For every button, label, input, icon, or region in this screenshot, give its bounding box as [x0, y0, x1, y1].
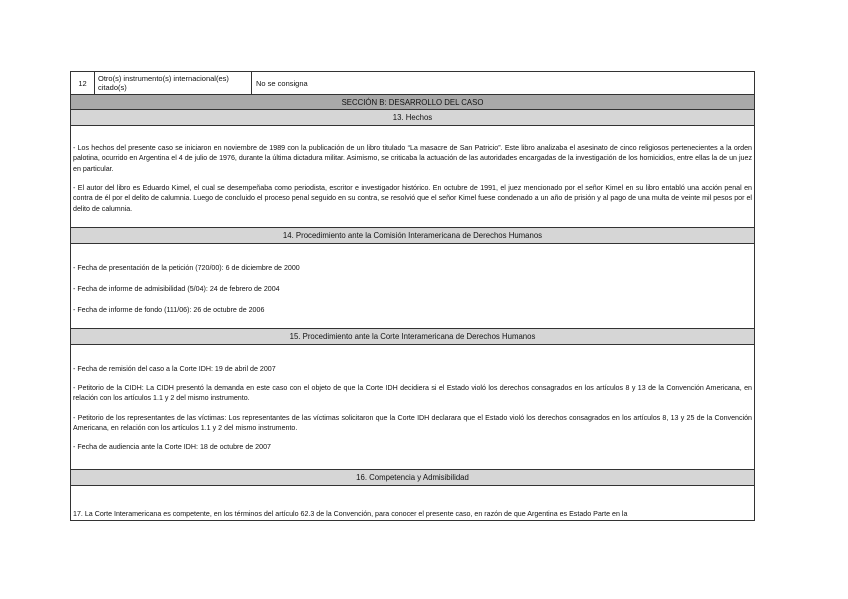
section-16-body	[71, 486, 755, 521]
case-table	[70, 71, 755, 521]
section-16-header-row	[71, 470, 755, 486]
section-16-title: 16. Competencia y Admisibilidad	[71, 470, 755, 486]
section-15-body	[71, 345, 755, 470]
row-12	[71, 72, 755, 95]
row-label: Otro(s) instrumento(s) internacional(es) citado(s)	[95, 72, 252, 95]
hechos-paragraph-1: - Los hechos del presente caso se iniciaron en noviembre de 1989 con la publicación de un libro titulado “La masacre de San Patricio”. Este libro analizaba el asesinato de cinco religiosos pertenecientes a la orden palotina, ocurrido en Argentina el 4 de julio de 1976, durante la última dictadura militar. Asimismo, se criticaba la actuación de las autoridades encargadas de la investigación de los homicidios, entre ellas la de un juez en particular.	[73, 144, 752, 173]
remision-date: - Fecha de remisión del caso a la Corte IDH: 19 de abril de 2007	[73, 364, 276, 373]
competencia-paragraph: 17. La Corte Interamericana es competente, en los términos del artículo 62.3 de la Convención, para conocer el presente caso, en razón de que Argentina es Estado Parte en la	[73, 509, 628, 518]
section-13-body	[71, 126, 755, 228]
section-b-header: SECCIÓN B: DESARROLLO DEL CASO	[71, 95, 755, 110]
hechos-paragraph-2: - El autor del libro es Eduardo Kimel, el cual se desempeñaba como periodista, escritor e investigador histórico. En octubre de 1991, el juez mencionado por el señor Kimel en su libro entabló una acción penal en contra de él por el delito de calumnia. Luego de concluido el proceso penal seguido en su contra, se resolvió que el señor Kimel fuese condenado a un año de prisión y al pago de una multa de veinte mil pesos por el delito de calumnia.	[73, 184, 752, 213]
petitorio-representantes: - Petitorio de los representantes de las víctimas: Los representantes de las víctimas solicitaron que la Corte IDH declarara que el Estado violó los derechos consagrados en los artículos 8, 13 y 25 de la Convención Americana, en relación con los artículos 1.1 y 2 del mismo instrumento.	[73, 413, 752, 432]
section-14-body-row	[71, 244, 755, 329]
row-number: 12	[71, 72, 95, 95]
audiencia-date: - Fecha de audiencia ante la Corte IDH: 18 de octubre de 2007	[73, 443, 271, 452]
section-14-header-row	[71, 228, 755, 244]
fondo-date: - Fecha de informe de fondo (111/06): 26 de octubre de 2006	[73, 306, 265, 315]
case-summary-document	[70, 71, 755, 521]
peticion-date: - Fecha de presentación de la petición (720/00): 6 de diciembre de 2000	[73, 263, 300, 272]
section-13-header-row	[71, 110, 755, 126]
admisibilidad-date: - Fecha de informe de admisibilidad (5/04): 24 de febrero de 2004	[73, 284, 280, 293]
section-13-title: 13. Hechos	[71, 110, 755, 126]
section-15-body-row	[71, 345, 755, 470]
section-13-body-row	[71, 126, 755, 228]
section-14-body	[71, 244, 755, 329]
petitorio-cidh: - Petitorio de la CIDH: La CIDH presentó la demanda en este caso con el objeto de que la Corte IDH decidiera si el Estado violó los derechos consagrados en los artículos 8 y 13 de la Convención Americana, en relación con los artículos 1.1 y 2 del mismo instrumento.	[73, 383, 752, 403]
row-value: No se consigna	[252, 72, 755, 95]
section-16-body-row	[71, 486, 755, 521]
section-b-header-row	[71, 95, 755, 110]
section-15-header-row	[71, 329, 755, 345]
section-15-title: 15. Procedimiento ante la Corte Interamericana de Derechos Humanos	[71, 329, 755, 345]
section-14-title: 14. Procedimiento ante la Comisión Interamericana de Derechos Humanos	[71, 228, 755, 244]
